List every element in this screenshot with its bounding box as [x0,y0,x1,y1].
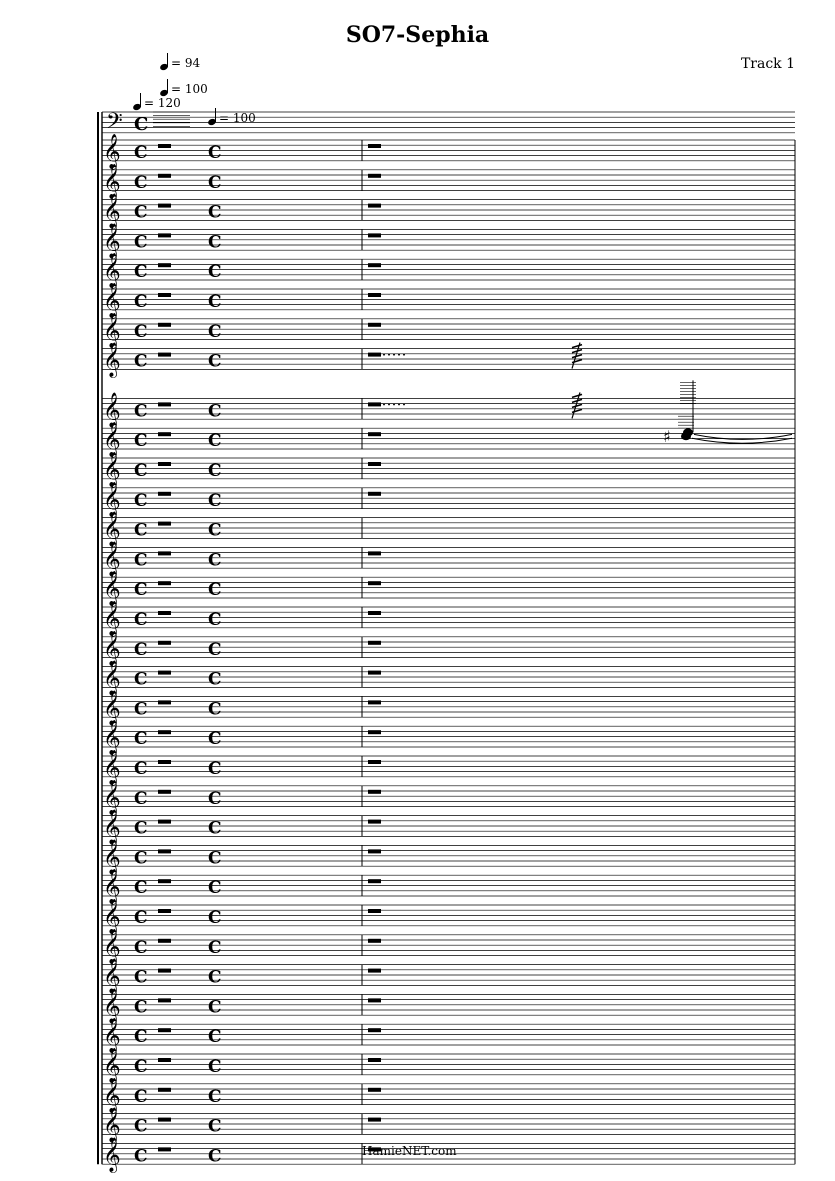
time-signature-common: C [208,1116,222,1137]
whole-rest-icon [158,700,171,704]
time-signature-common: C [134,699,148,720]
treble-staff [102,170,795,191]
time-signature-common: C [134,351,148,372]
treble-clef-icon: 𝄞 [103,1018,121,1054]
whole-rest-icon [368,730,381,734]
tempo-mark-120: = 120 [133,92,181,110]
whole-rest-icon [158,492,171,496]
treble-clef-icon: 𝄞 [103,899,121,934]
treble-clef-icon: 𝄞 [103,958,121,994]
whole-rest-icon [368,204,381,208]
whole-rest-icon [158,849,171,853]
treble-staff [102,994,795,1018]
whole-rest-icon [158,233,171,237]
treble-staff [102,488,795,509]
whole-rest-icon [368,939,381,943]
treble-clef-icon: 𝄞 [103,928,121,964]
treble-staff [102,965,795,986]
treble-clef-icon: 𝄞 [103,839,121,875]
whole-rest-icon [368,611,381,615]
time-signature-common: C [134,431,148,452]
treble-clef-icon: 𝄞 [103,163,121,199]
tremolo-beam [572,409,582,412]
treble-clef-icon: 𝄞 [103,660,121,696]
treble-clef-icon: 𝄞 [103,253,121,289]
whole-rest-icon [158,730,171,734]
time-signature-common: C [134,1116,148,1137]
dotted-rest-dot [383,403,385,405]
time-signature-common: C [208,1057,222,1077]
whole-rest-icon [158,760,171,764]
time-signature-common: C [134,550,148,571]
dotted-rest-dot [393,354,395,356]
time-signature-common: C [208,202,222,223]
whole-rest-icon [368,174,381,178]
treble-staff [102,696,795,720]
time-signature-common: C [134,490,148,511]
whole-rest-icon [368,700,381,704]
time-signature-common: C [208,580,222,601]
treble-clef-icon: 𝄞 [103,511,121,547]
whole-rest-icon [368,462,381,466]
whole-rest-icon [158,581,171,585]
time-signature-common: C [134,1086,148,1107]
whole-rest-icon [368,551,381,555]
tremolo-beam [572,355,582,358]
treble-staff [102,140,795,161]
treble-clef-icon: 𝄞 [103,1048,121,1083]
treble-clef-icon: 𝄞 [103,630,121,666]
treble-staff [102,518,795,539]
whole-rest-icon [158,1058,171,1062]
treble-clef-icon: 𝄞 [103,988,121,1024]
time-signature-common: C [208,878,222,899]
whole-rest-icon [158,522,171,526]
whole-rest-icon [368,909,381,913]
treble-staff [102,1084,795,1105]
whole-rest-icon [158,263,171,267]
time-signature-common: C [134,908,148,928]
time-signature-common: C [208,937,222,958]
treble-staff [102,458,795,479]
time-signature-common: C [134,232,148,253]
whole-rest-icon [158,611,171,615]
time-signature-common: C [208,729,222,750]
time-signature-common: C [134,639,148,660]
whole-rest-icon [158,879,171,883]
time-signature-common: C [208,262,222,283]
whole-rest-icon [368,671,381,675]
treble-clef-icon: 𝄞 [103,134,121,169]
treble-staff [102,1054,795,1075]
whole-rest-icon [158,969,171,973]
dotted-rest-dot [403,403,405,405]
treble-clef-icon: 𝄞 [103,601,121,636]
treble-staff [102,845,795,869]
treble-staff [102,547,795,571]
tremolo-beam [572,394,582,397]
whole-rest-icon [158,144,171,148]
time-signature-common: C [208,788,222,809]
time-signature-common: C [208,967,222,988]
time-signature-common: C [208,292,222,312]
time-signature-common: C [208,908,222,928]
treble-clef-icon: 𝄞 [103,481,121,517]
whole-rest-icon [158,998,171,1002]
treble-clef-icon: 𝄞 [103,422,121,458]
treble-staff [102,259,795,283]
bass-clef-icon: 𝄢 [106,109,123,139]
tremolo-beam [572,360,582,363]
time-signature-common: C [134,759,148,779]
whole-rest-icon [368,760,381,764]
tempo-mark-100-second: = 100 [208,107,256,125]
time-signature-common: C [208,461,222,481]
time-signature-common: C [134,401,148,422]
tremolo-beam [572,404,582,407]
whole-rest-icon [158,671,171,675]
time-signature-common: C [208,848,222,869]
treble-staff [102,1024,795,1048]
treble-clef-icon: 𝄞 [103,869,121,905]
time-signature-common: C [208,172,222,193]
treble-staff [102,319,795,340]
treble-clef-icon: 𝄞 [103,312,121,348]
dotted-rest-dot [383,354,385,356]
treble-staff [102,935,795,956]
whole-rest-icon [158,1028,171,1032]
time-signature-common: C [208,1146,222,1167]
time-signature-common: C [134,1027,148,1048]
bass-staff [102,112,795,133]
time-signature-common: C [134,520,148,541]
time-signature-common: C [134,729,148,750]
treble-staff [102,349,795,370]
whole-rest-icon [368,969,381,973]
treble-clef-icon: 𝄞 [103,223,121,259]
treble-staff [102,200,795,221]
whole-rest-icon [158,551,171,555]
whole-rest-icon [368,790,381,794]
treble-clef-icon: 𝄞 [103,690,121,726]
dotted-rest-dot [398,403,400,405]
whole-rest-icon [368,293,381,297]
time-signature-common: C [208,351,222,372]
time-signature-common: C [208,401,222,422]
treble-clef-icon: 𝄞 [103,571,121,607]
whole-rest-icon [368,353,381,357]
time-signature-common: C [208,997,222,1018]
whole-rest-icon [158,820,171,824]
dotted-rest-dot [393,403,395,405]
time-signature-common: C [134,1146,148,1167]
whole-rest-icon [158,432,171,436]
treble-clef-icon: 𝄞 [103,1077,121,1113]
time-signature-common: C [134,967,148,988]
treble-staff [102,577,795,601]
whole-rest-icon [158,909,171,913]
treble-clef-icon: 𝄞 [103,452,121,487]
whole-rest-icon [368,263,381,267]
time-signature-common: C [208,669,222,690]
time-signature-common: C [134,202,148,223]
whole-rest-icon [368,849,381,853]
whole-rest-icon [368,641,381,645]
whole-rest-icon [158,462,171,466]
treble-staff [102,875,795,899]
time-signature-common: C [134,878,148,899]
time-signature-common: C [208,232,222,253]
whole-rest-icon [368,581,381,585]
track-label: Track 1 [740,56,795,72]
whole-rest-icon [158,402,171,406]
time-signature-common: C [134,818,148,839]
time-signature-common: C [134,610,148,630]
whole-rest-icon [158,1118,171,1122]
whole-rest-icon [368,820,381,824]
time-signature-common: C [208,143,222,163]
whole-rest-icon [368,492,381,496]
treble-staff [102,816,795,837]
treble-staff [102,786,795,807]
whole-rest-icon [158,204,171,208]
time-signature-common: C [208,759,222,779]
treble-staff [102,905,795,926]
time-signature-common: C [208,490,222,511]
treble-clef-icon: 𝄞 [103,720,121,756]
treble-clef-icon: 𝄞 [103,1137,121,1173]
time-signature-common: C [208,818,222,839]
whole-rest-icon [158,790,171,794]
note-head-icon [681,432,691,440]
time-signature-common: C [208,1086,222,1107]
whole-rest-icon [368,432,381,436]
whole-rest-icon [368,1028,381,1032]
time-signature-common: C [134,172,148,193]
tempo-mark-94: = 94 [160,52,200,70]
score-title: SO7-Sephia [345,22,490,48]
treble-staff [102,756,795,777]
treble-staff [102,607,795,628]
whole-rest-icon [368,233,381,237]
dotted-rest-dot [388,403,390,405]
treble-clef-icon: 𝄞 [103,541,121,577]
whole-rest-icon [158,641,171,645]
time-signature-common: C [134,114,149,135]
treble-clef-icon: 𝄞 [103,283,121,318]
time-signature-common: C [208,520,222,541]
time-signature-common: C [134,292,148,312]
whole-rest-icon [368,323,381,327]
tempo-mark-100: = 100 [160,78,208,96]
whole-rest-icon [368,998,381,1002]
dotted-rest-dot [403,354,405,356]
dotted-rest-dot [398,354,400,356]
time-signature-common: C [208,639,222,660]
tremolo-beam [572,345,582,348]
time-signature-common: C [208,431,222,452]
whole-rest-icon [158,323,171,327]
treble-staff [102,667,795,688]
time-signature-common: C [208,321,222,342]
treble-clef-icon: 𝄞 [103,392,121,428]
whole-rest-icon [158,1147,171,1151]
treble-staff [102,229,795,253]
time-signature-common: C [134,143,148,163]
whole-rest-icon [158,293,171,297]
time-signature-common: C [134,997,148,1018]
treble-staff [102,289,795,310]
whole-rest-icon [368,402,381,406]
treble-clef-icon: 𝄞 [103,1107,121,1143]
time-signature-common: C [134,1057,148,1077]
treble-clef-icon: 𝄞 [103,779,121,815]
time-signature-common: C [134,262,148,283]
treble-clef-icon: 𝄞 [103,809,121,845]
treble-clef-icon: 𝄞 [103,193,121,229]
treble-staff [102,637,795,658]
time-signature-common: C [134,788,148,809]
whole-rest-icon [158,939,171,943]
time-signature-common: C [134,461,148,481]
whole-rest-icon [158,1088,171,1092]
time-signature-common: C [134,937,148,958]
treble-staff [102,726,795,750]
time-signature-common: C [208,550,222,571]
treble-staff [102,1114,795,1135]
whole-rest-icon [158,353,171,357]
whole-rest-icon [158,174,171,178]
time-signature-common: C [134,848,148,869]
time-signature-common: C [134,321,148,342]
whole-rest-icon [368,879,381,883]
time-signature-common: C [134,669,148,690]
time-signature-common: C [208,1027,222,1048]
treble-clef-icon: 𝄞 [103,342,121,378]
whole-rest-icon [368,1058,381,1062]
whole-rest-icon [368,1088,381,1092]
sharp-accidental-icon: ♯ [663,427,671,447]
dotted-rest-dot [388,354,390,356]
time-signature-common: C [134,580,148,601]
time-signature-common: C [208,610,222,630]
whole-rest-icon [368,1118,381,1122]
time-signature-common: C [208,699,222,720]
treble-clef-icon: 𝄞 [103,750,121,785]
footer-credit: HamieNET.com [362,1144,457,1158]
whole-rest-icon [368,144,381,148]
